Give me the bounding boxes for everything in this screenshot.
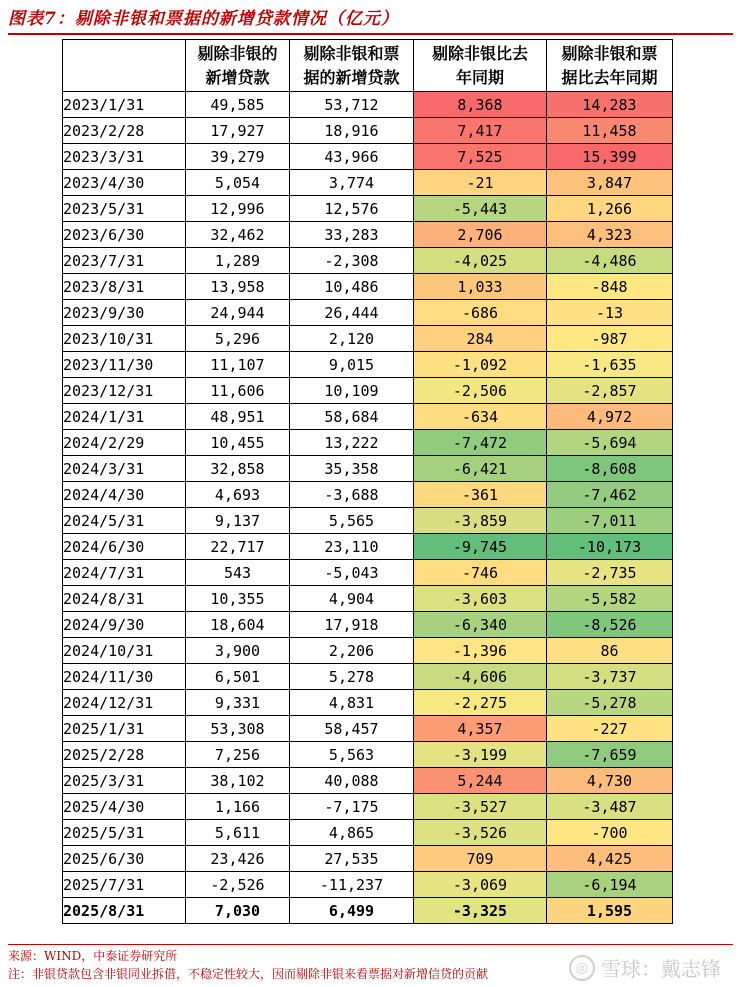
- value-cell: 4,972: [547, 404, 673, 430]
- table-row: [63, 664, 673, 690]
- date-cell: 2023/11/30: [63, 352, 186, 378]
- date-cell: 2025/5/31: [63, 820, 186, 846]
- date-cell: 2025/3/31: [63, 768, 186, 794]
- value-cell: 23,110: [290, 534, 414, 560]
- value-cell: -2,506: [414, 378, 547, 404]
- value-cell: 1,033: [414, 274, 547, 300]
- value-cell: -6,194: [547, 872, 673, 898]
- value-cell: 11,606: [186, 378, 290, 404]
- table-row: [63, 378, 673, 404]
- value-cell: 13,222: [290, 430, 414, 456]
- table-row: [63, 586, 673, 612]
- date-cell: 2023/3/31: [63, 144, 186, 170]
- value-cell: 39,279: [186, 144, 290, 170]
- value-cell: 4,323: [547, 222, 673, 248]
- value-cell: 32,462: [186, 222, 290, 248]
- header-line: 新增贷款: [205, 67, 270, 87]
- value-cell: 4,730: [547, 768, 673, 794]
- date-cell: 2023/7/31: [63, 248, 186, 274]
- table-row: [63, 768, 673, 794]
- value-cell: 5,565: [290, 508, 414, 534]
- date-cell: 2023/6/30: [63, 222, 186, 248]
- value-cell: 4,865: [290, 820, 414, 846]
- header-line: 剔除非银比去: [431, 43, 528, 63]
- value-cell: 33,283: [290, 222, 414, 248]
- value-cell: -3,526: [414, 820, 547, 846]
- value-cell: 8,368: [414, 92, 547, 118]
- table-row: [63, 222, 673, 248]
- date-cell: 2024/4/30: [63, 482, 186, 508]
- value-cell: 4,425: [547, 846, 673, 872]
- value-cell: -4,606: [414, 664, 547, 690]
- value-cell: 2,120: [290, 326, 414, 352]
- header-cell-new-loans-ex-nonbank-bills: [290, 40, 414, 92]
- value-cell: -3,527: [414, 794, 547, 820]
- value-cell: 5,244: [414, 768, 547, 794]
- value-cell: -7,659: [547, 742, 673, 768]
- watermark-text: 雪球：戴志锋: [601, 957, 721, 981]
- value-cell: -4,025: [414, 248, 547, 274]
- table-row: [63, 300, 673, 326]
- date-cell: 2024/11/30: [63, 664, 186, 690]
- value-cell: 1,289: [186, 248, 290, 274]
- value-cell: 26,444: [290, 300, 414, 326]
- date-cell: 2024/7/31: [63, 560, 186, 586]
- value-cell: 23,426: [186, 846, 290, 872]
- value-cell: 2,706: [414, 222, 547, 248]
- value-cell: 9,137: [186, 508, 290, 534]
- value-cell: 7,525: [414, 144, 547, 170]
- value-cell: -9,745: [414, 534, 547, 560]
- table-row: [63, 404, 673, 430]
- value-cell: -2,308: [290, 248, 414, 274]
- value-cell: -3,487: [547, 794, 673, 820]
- table-row: [63, 690, 673, 716]
- table-row: [63, 612, 673, 638]
- value-cell: -2,857: [547, 378, 673, 404]
- date-cell: 2024/1/31: [63, 404, 186, 430]
- value-cell: -1,635: [547, 352, 673, 378]
- value-cell: -3,325: [414, 898, 547, 924]
- table-row: [63, 794, 673, 820]
- value-cell: 1,166: [186, 794, 290, 820]
- table-row: [63, 820, 673, 846]
- value-cell: 18,604: [186, 612, 290, 638]
- value-cell: 4,904: [290, 586, 414, 612]
- value-cell: -1,396: [414, 638, 547, 664]
- table-row: [63, 248, 673, 274]
- date-cell: 2024/3/31: [63, 456, 186, 482]
- value-cell: -2,735: [547, 560, 673, 586]
- value-cell: -3,859: [414, 508, 547, 534]
- value-cell: 58,457: [290, 716, 414, 742]
- table-row: [63, 742, 673, 768]
- value-cell: -7,011: [547, 508, 673, 534]
- value-cell: 5,296: [186, 326, 290, 352]
- data-table: [62, 39, 673, 924]
- value-cell: -5,043: [290, 560, 414, 586]
- date-cell: 2024/10/31: [63, 638, 186, 664]
- value-cell: 9,015: [290, 352, 414, 378]
- value-cell: -10,173: [547, 534, 673, 560]
- date-cell: 2023/9/30: [63, 300, 186, 326]
- value-cell: -634: [414, 404, 547, 430]
- value-cell: -4,486: [547, 248, 673, 274]
- value-cell: 10,486: [290, 274, 414, 300]
- value-cell: 4,831: [290, 690, 414, 716]
- header-cell-yoy-ex-nonbank: [414, 40, 547, 92]
- date-cell: 2024/8/31: [63, 586, 186, 612]
- date-cell: 2024/2/29: [63, 430, 186, 456]
- value-cell: -6,340: [414, 612, 547, 638]
- value-cell: -361: [414, 482, 547, 508]
- value-cell: -21: [414, 170, 547, 196]
- value-cell: 1,266: [547, 196, 673, 222]
- value-cell: -8,608: [547, 456, 673, 482]
- value-cell: -5,278: [547, 690, 673, 716]
- table-row: [63, 508, 673, 534]
- date-cell: 2024/6/30: [63, 534, 186, 560]
- date-cell: 2023/1/31: [63, 92, 186, 118]
- value-cell: -7,462: [547, 482, 673, 508]
- value-cell: 709: [414, 846, 547, 872]
- value-cell: -686: [414, 300, 547, 326]
- table-row: [63, 196, 673, 222]
- table-row: [63, 716, 673, 742]
- value-cell: -848: [547, 274, 673, 300]
- date-cell: 2023/8/31: [63, 274, 186, 300]
- value-cell: -5,582: [547, 586, 673, 612]
- table-row: [63, 846, 673, 872]
- value-cell: 27,535: [290, 846, 414, 872]
- snowball-logo-icon: ◎: [569, 955, 595, 981]
- value-cell: 1,595: [547, 898, 673, 924]
- value-cell: 12,576: [290, 196, 414, 222]
- value-cell: -6,421: [414, 456, 547, 482]
- value-cell: -2,526: [186, 872, 290, 898]
- value-cell: 53,712: [290, 92, 414, 118]
- value-cell: -746: [414, 560, 547, 586]
- value-cell: -1,092: [414, 352, 547, 378]
- value-cell: 10,355: [186, 586, 290, 612]
- value-cell: 48,951: [186, 404, 290, 430]
- value-cell: -11,237: [290, 872, 414, 898]
- source-text: 来源：WIND，中泰证券研究所: [8, 949, 178, 963]
- header-cell-blank: [63, 40, 186, 92]
- figure-title: 图表7：剔除非银和票据的新增贷款情况（亿元）: [8, 9, 399, 29]
- value-cell: -7,175: [290, 794, 414, 820]
- table-row: [63, 560, 673, 586]
- value-cell: 11,458: [547, 118, 673, 144]
- value-cell: 284: [414, 326, 547, 352]
- value-cell: 86: [547, 638, 673, 664]
- table-row: [63, 430, 673, 456]
- value-cell: 543: [186, 560, 290, 586]
- date-cell: 2024/9/30: [63, 612, 186, 638]
- value-cell: 40,088: [290, 768, 414, 794]
- table-row: [63, 898, 673, 924]
- table-row: [63, 872, 673, 898]
- value-cell: -987: [547, 326, 673, 352]
- value-cell: 14,283: [547, 92, 673, 118]
- value-cell: 4,693: [186, 482, 290, 508]
- value-cell: -3,688: [290, 482, 414, 508]
- value-cell: 6,499: [290, 898, 414, 924]
- value-cell: -5,694: [547, 430, 673, 456]
- title-rule: [8, 33, 733, 35]
- value-cell: -3,199: [414, 742, 547, 768]
- value-cell: 10,109: [290, 378, 414, 404]
- note-text: 注：非银贷款包含非银同业拆借，不稳定性较大，因而剔除非银来看票据对新增信贷的贡献: [8, 967, 489, 981]
- value-cell: 35,358: [290, 456, 414, 482]
- table-row: [63, 326, 673, 352]
- value-cell: 7,256: [186, 742, 290, 768]
- value-cell: 32,858: [186, 456, 290, 482]
- value-cell: 49,585: [186, 92, 290, 118]
- value-cell: 17,918: [290, 612, 414, 638]
- header-line: 剔除非银的: [197, 43, 278, 63]
- footer-rule: [8, 944, 733, 945]
- value-cell: 7,030: [186, 898, 290, 924]
- date-cell: 2025/7/31: [63, 872, 186, 898]
- table-body: [63, 92, 673, 924]
- value-cell: 15,399: [547, 144, 673, 170]
- table-row: [63, 92, 673, 118]
- table-row: [63, 170, 673, 196]
- table-row: [63, 482, 673, 508]
- header-cell-yoy-ex-nonbank-bills: [547, 40, 673, 92]
- table-row: [63, 456, 673, 482]
- table-row: [63, 534, 673, 560]
- value-cell: 58,684: [290, 404, 414, 430]
- value-cell: 3,774: [290, 170, 414, 196]
- value-cell: 11,107: [186, 352, 290, 378]
- value-cell: 3,900: [186, 638, 290, 664]
- value-cell: 2,206: [290, 638, 414, 664]
- value-cell: 43,966: [290, 144, 414, 170]
- value-cell: 5,563: [290, 742, 414, 768]
- value-cell: 3,847: [547, 170, 673, 196]
- date-cell: 2025/2/28: [63, 742, 186, 768]
- value-cell: 18,916: [290, 118, 414, 144]
- date-cell: 2025/1/31: [63, 716, 186, 742]
- date-cell: 2024/12/31: [63, 690, 186, 716]
- value-cell: 7,417: [414, 118, 547, 144]
- header-line: 剔除非银和票: [303, 43, 400, 63]
- table-row: [63, 144, 673, 170]
- value-cell: 6,501: [186, 664, 290, 690]
- value-cell: -3,737: [547, 664, 673, 690]
- value-cell: 9,331: [186, 690, 290, 716]
- header-line: 年同期: [455, 67, 504, 87]
- value-cell: 38,102: [186, 768, 290, 794]
- value-cell: -227: [547, 716, 673, 742]
- value-cell: 17,927: [186, 118, 290, 144]
- value-cell: 5,611: [186, 820, 290, 846]
- value-cell: 53,308: [186, 716, 290, 742]
- value-cell: 5,054: [186, 170, 290, 196]
- value-cell: -2,275: [414, 690, 547, 716]
- value-cell: -8,526: [547, 612, 673, 638]
- header-line: 据比去年同期: [561, 67, 658, 87]
- watermark: [569, 953, 721, 982]
- date-cell: 2025/8/31: [63, 898, 186, 924]
- header-row: [63, 40, 673, 92]
- date-cell: 2023/12/31: [63, 378, 186, 404]
- date-cell: 2023/10/31: [63, 326, 186, 352]
- date-cell: 2023/5/31: [63, 196, 186, 222]
- table-row: [63, 118, 673, 144]
- value-cell: -7,472: [414, 430, 547, 456]
- value-cell: 12,996: [186, 196, 290, 222]
- date-cell: 2025/4/30: [63, 794, 186, 820]
- table-row: [63, 352, 673, 378]
- value-cell: 24,944: [186, 300, 290, 326]
- value-cell: -5,443: [414, 196, 547, 222]
- date-cell: 2024/5/31: [63, 508, 186, 534]
- value-cell: 10,455: [186, 430, 290, 456]
- header-line: 据的新增贷款: [303, 67, 400, 87]
- value-cell: 22,717: [186, 534, 290, 560]
- header-cell-new-loans-ex-nonbank: [186, 40, 290, 92]
- date-cell: 2023/4/30: [63, 170, 186, 196]
- table-row: [63, 638, 673, 664]
- table-row: [63, 274, 673, 300]
- date-cell: 2023/2/28: [63, 118, 186, 144]
- value-cell: 4,357: [414, 716, 547, 742]
- date-cell: 2025/6/30: [63, 846, 186, 872]
- value-cell: -13: [547, 300, 673, 326]
- value-cell: -700: [547, 820, 673, 846]
- value-cell: 13,958: [186, 274, 290, 300]
- value-cell: -3,069: [414, 872, 547, 898]
- value-cell: -3,603: [414, 586, 547, 612]
- header-line: 剔除非银和票: [561, 43, 658, 63]
- value-cell: 5,278: [290, 664, 414, 690]
